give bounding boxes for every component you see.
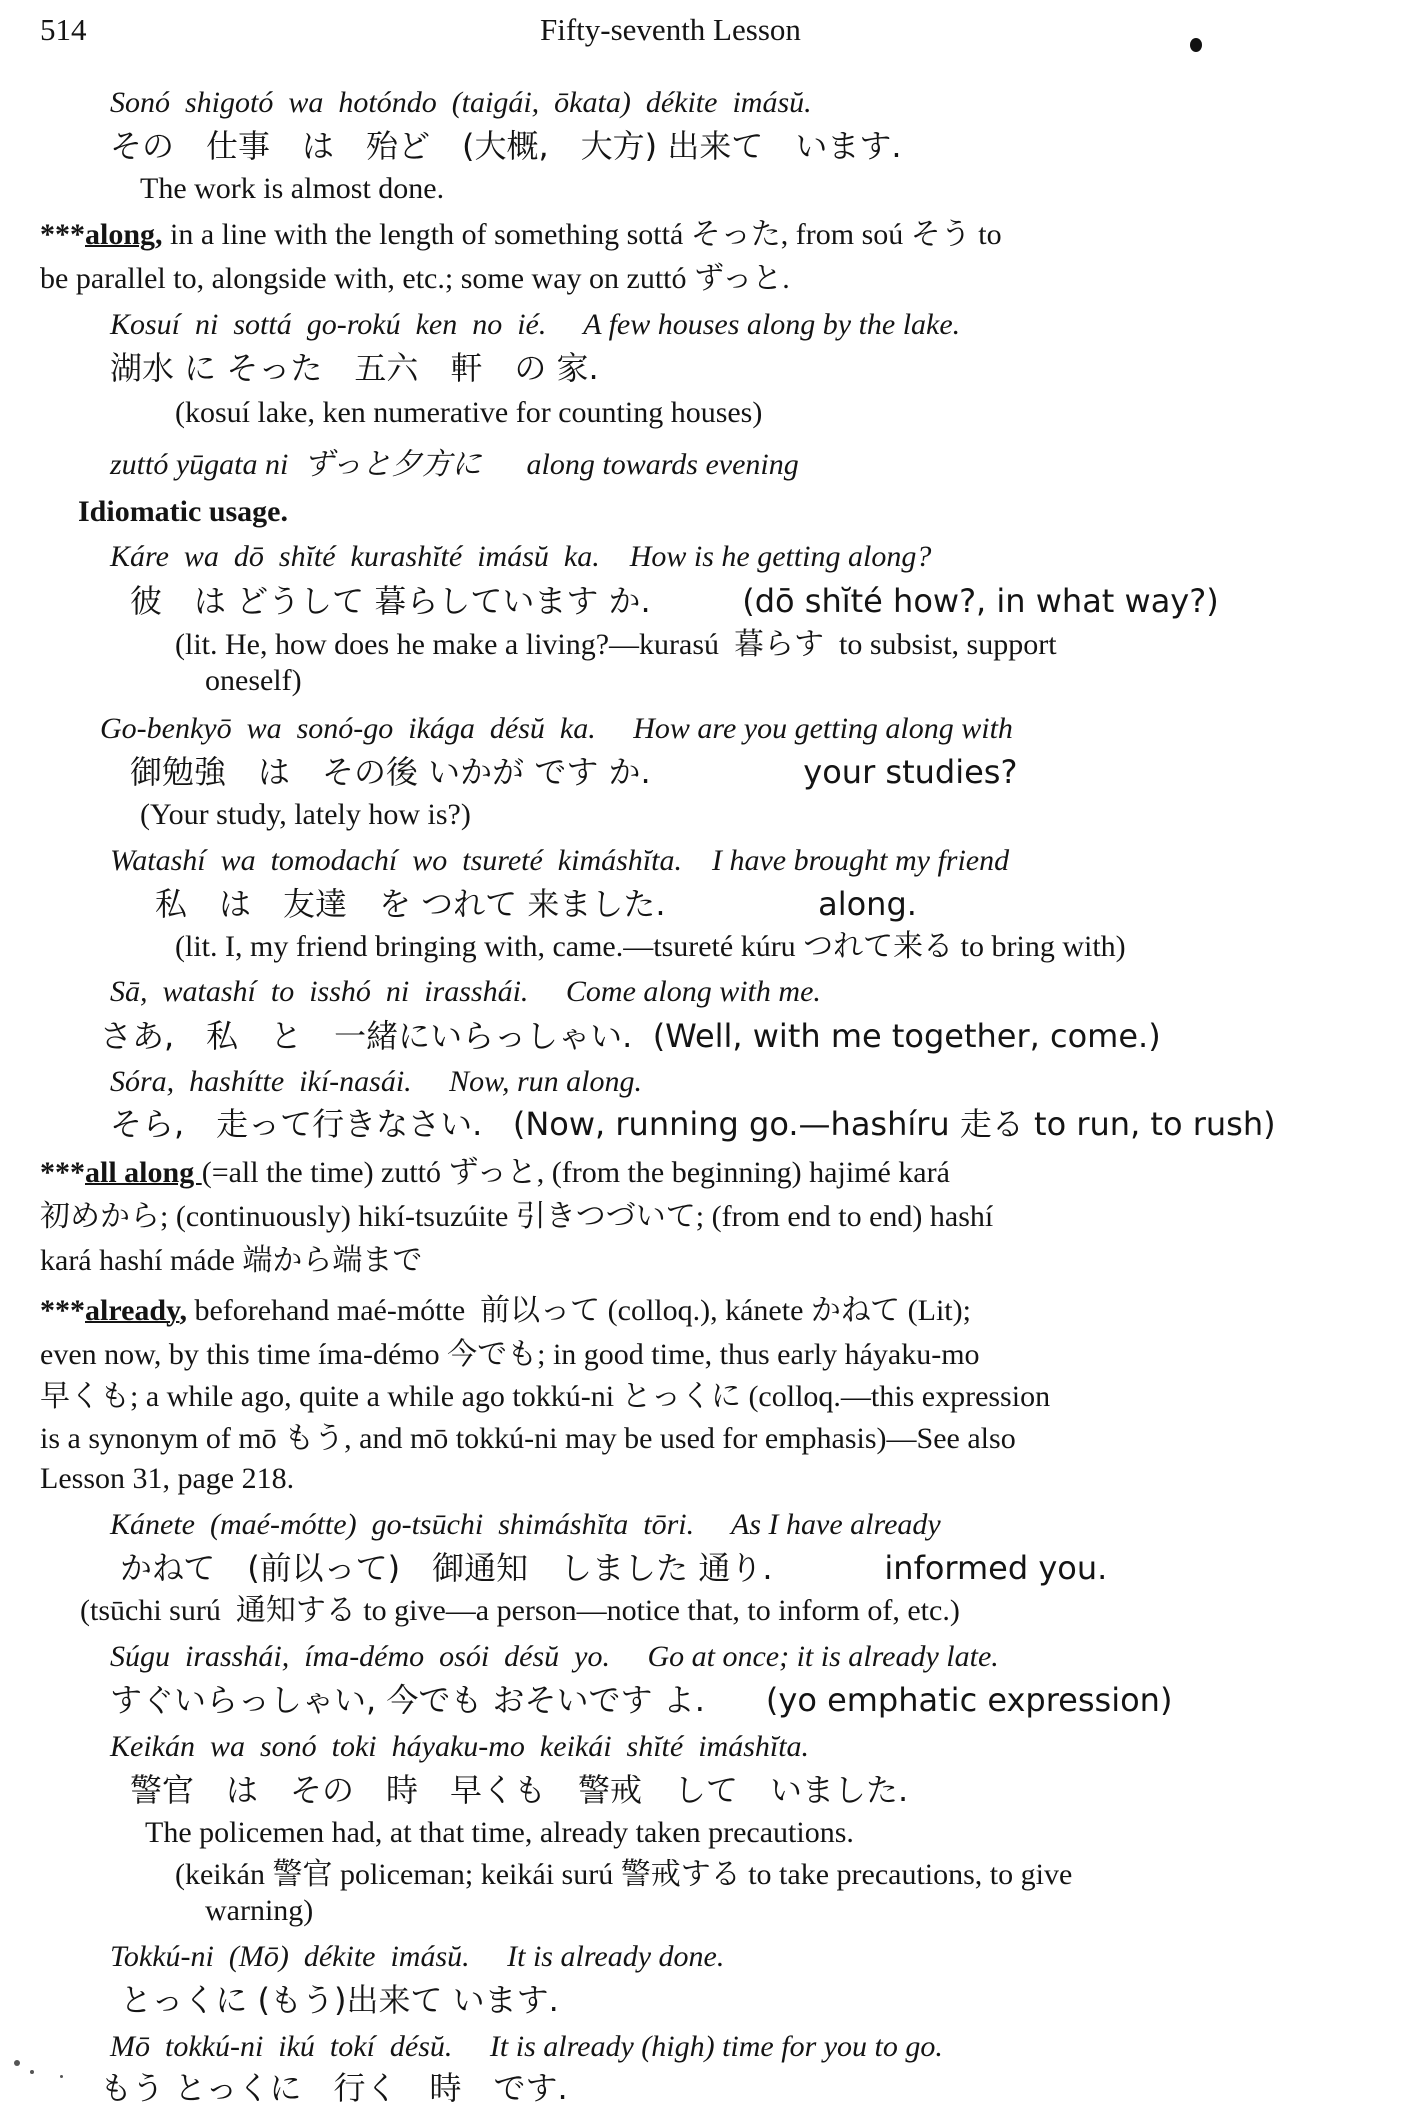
japanese-line: さあ, 私 と 一緒にいらっしゃい. (Well, with me together, come.) — [100, 1017, 1161, 1055]
example-line: Sóra, hashítte ikí-nasái. Now, run along. — [110, 1065, 642, 1098]
note-line: (lit. I, my friend bringing with, came.—tsureté kúru つれて来る to bring with) — [175, 930, 1126, 963]
example-line: Sā, watashí to isshó ni irasshái. Come along with me. — [110, 975, 821, 1008]
definition-line: 早くも; a while ago, quite a while ago tokkú-ni とっくに (colloq.—this expression — [40, 1380, 1051, 1413]
scan-speck — [30, 2070, 34, 2074]
note-line: (lit. He, how does he make a living?—kurasú 暮らす to subsist, support — [175, 628, 1057, 661]
translation-line: The work is almost done. — [140, 172, 445, 205]
japanese-line: 御勉強 は その後 いかが です か. your studies? — [130, 753, 1018, 791]
example-line: Kánete (maé-mótte) go-tsūchi shimáshĭta tōri. As I have already — [110, 1508, 941, 1541]
example-line: Káre wa dō shĭté kurashĭté imásŭ ka. How is he getting along? — [110, 540, 932, 573]
scan-speck — [14, 2060, 20, 2066]
note-line: (Your study, lately how is?) — [140, 798, 471, 831]
example-line: Keikán wa sonó toki háyaku-mo keikái shĭté imáshĭta. — [110, 1730, 810, 1763]
example-line: Go-benkyō wa sonó-go ikága désŭ ka. How are you getting along with — [100, 712, 1013, 745]
example-line: Kosuí ni sottá go-rokú ken no ié. A few houses along by the lake. — [110, 308, 961, 341]
definition-line: 初めから; (continuously) hikí-tsuzúite 引きつづいて; (from end to end) hashí — [40, 1200, 994, 1233]
translation-line: The policemen had, at that time, already taken precautions. — [145, 1816, 854, 1849]
definition-line: is a synonym of mō もう, and mō tokkú-ni may be used for emphasis)—See also — [40, 1422, 1016, 1455]
definition-line: kará hashí máde 端から端まで — [40, 1244, 423, 1277]
japanese-line: 警官 は その 時 早くも 警戒 して いました. — [130, 1771, 909, 1809]
definition-line: be parallel to, alongside with, etc.; some way on zuttó ずっと. — [40, 262, 790, 295]
entry-heading-along: ***along, in a line with the length of something sottá そった, from soú そう to — [40, 218, 1002, 251]
example-line: Tokkú-ni (Mō) dékite imásŭ. It is already done. — [110, 1940, 725, 1973]
japanese-line: かねて (前以って) 御通知 しました 通り. informed you. — [120, 1549, 1108, 1587]
romaji-line: Sonó shigotó wa hotóndo (taigái, ōkata) dékite imásŭ. — [110, 86, 812, 119]
page-title: Fifty-seventh Lesson — [540, 12, 801, 47]
japanese-line: その 仕事 は 殆ど (大概, 大方) 出来て います. — [110, 127, 902, 165]
japanese-line: すぐいらっしゃい, 今でも おそいです よ. (yo emphatic expression) — [110, 1681, 1173, 1719]
example-line: Súgu irasshái, íma-démo osói désŭ yo. Go at once; it is already late. — [110, 1640, 999, 1673]
japanese-line: とっくに (もう)出来て います. — [120, 1981, 559, 2019]
japanese-line: 湖水 に そった 五六 軒 の 家. — [110, 349, 599, 387]
example-line: Watashí wa tomodachí wo tsureté kimáshĭta. I have brought my friend — [110, 844, 1010, 877]
note-line: oneself) — [205, 664, 302, 697]
japanese-line: そら, 走って行きなさい. (Now, running go.—hashíru 走る to run, to rush) — [110, 1105, 1276, 1143]
japanese-line: 私 は 友達 を つれて 来ました. along. — [155, 885, 917, 923]
example-line: zuttó yūgata ni ずっと夕方に along towards evening — [110, 448, 799, 481]
definition-line: Lesson 31, page 218. — [40, 1462, 295, 1495]
entry-heading-already: ***already, beforehand maé-mótte 前以って (colloq.), kánete かねて (Lit); — [40, 1294, 971, 1327]
example-line: Mō tokkú-ni ikú tokí désŭ. It is already (high) time for you to go. — [110, 2030, 943, 2063]
scan-speck — [60, 2075, 63, 2078]
note-line: warning) — [205, 1894, 314, 1927]
note-line: (tsūchi surú 通知する to give—a person—notice that, to inform of, etc.) — [80, 1594, 960, 1627]
note-line: (kosuí lake, ken numerative for counting houses) — [175, 396, 763, 429]
japanese-line: 彼 は どうして 暮らしています か. (dō shĭté how?, in what way?) — [130, 582, 1219, 620]
entry-heading-all-along: ***all along (=all the time) zuttó ずっと, (from the beginning) hajimé kará — [40, 1156, 950, 1189]
definition-line: even now, by this time íma-démo 今でも; in good time, thus early háyaku-mo — [40, 1338, 980, 1371]
section-heading: Idiomatic usage. — [78, 495, 288, 528]
page-number: 514 — [40, 12, 87, 47]
ink-dot — [1190, 38, 1202, 52]
japanese-line: もう とっくに 行く 時 です. — [100, 2069, 568, 2107]
note-line: (keikán 警官 policeman; keikái surú 警戒する to take precautions, to give — [175, 1858, 1073, 1891]
